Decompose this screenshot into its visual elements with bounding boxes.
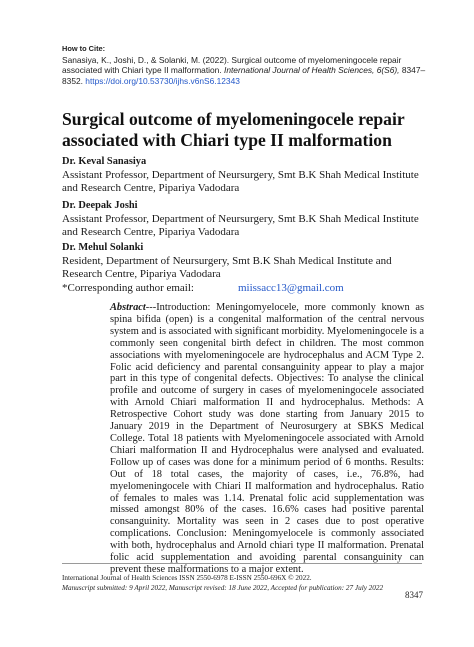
author-affiliation: Assistant Professor, Department of Neursurgery, Smt B.K Shah Medical Institute and Research Centre, Pipariya Vadodara <box>62 168 419 194</box>
footer-journal-line: International Journal of Health Sciences ISSN 2550-6978 E-ISSN 2550-696X © 2022. <box>62 574 312 582</box>
author-block-3 <box>62 241 422 295</box>
abstract-dash: --- <box>145 302 157 313</box>
author-name: Dr. Deepak Joshi <box>62 200 138 211</box>
corresponding-author-line <box>62 282 422 296</box>
citation-doi-link[interactable]: https://doi.org/10.53730/ijhs.v6nS6.12343 <box>85 75 240 86</box>
author-block-1 <box>62 155 422 196</box>
corresponding-author-email-link[interactable]: miissacc13@gmail.com <box>237 281 344 294</box>
author-name: Dr. Keval Sanasiya <box>62 156 147 167</box>
citation-pages: 8347–8352. <box>62 65 426 86</box>
citation-journal: International Journal of Health Sciences, 6(S6), <box>224 65 400 75</box>
author-affiliation: Resident, Department of Neursurgery, Smt B.K Shah Medical Institute and Research Centre, Pipariya Vadodara <box>62 254 392 280</box>
abstract-text: Introduction: Meningomyelocele, more commonly known as spina bifida (open) is a congenital malformation of the central nervous system and is associated with significant morbidity. Myelomeningocele is a commonly seen congenital birth defect in children. The most common associations with myelomeningocele are hydrocephalus and ACM Type 2. Folic acid deficiency and parental consanguinity appear to play a major part in this type of congenital defects. Objectives: To analyse the clinical profile and outcome of surgery in cases of myelomeningocele associated with Arnold Chiari malformation II and hydrocephalus. Methods: A Retrospective Cohort study was done starting from January 2015 to January 2019 in the Department of Neurosurgery at SBKS Medical College. Total 18 patients with Myelomeningocele associated with Arnold Chiari malformation II and Hydrocephalus were analysed and evaluated. Follow up of cases was done for a minimum period of 6 months. Results: Out of 18 total cases, the majority of cases, i.e., 76.8%, had myelomeningocele with Chiari II malformation and hydrocephalus. Ratio of females to males was 1.14. Prenatal folic acid supplementation was missed amongst 80% of the cases. 16.6% cases had positive parental consanguinity. Mortality was seen in 2 cases due to post operative complications. Conclusion: Meningomyelocele is commonly associated with both, hydrocephalus and Arnold chiari type II malformation. Prenatal folic acid supplementation and avoiding parental consanguinity can prevent these malformations to a major extent. <box>110 302 424 575</box>
paper-title: Surgical outcome of myelomeningocele repair associated with Chiari type II malformation <box>62 109 405 150</box>
how-to-cite-heading: How to Cite: <box>62 44 106 53</box>
citation-text <box>62 55 432 87</box>
how-to-cite-block <box>62 44 432 86</box>
author-affiliation: Assistant Professor, Department of Neursurgery, Smt B.K Shah Medical Institute and Research Centre, Pipariya Vadodara <box>62 212 419 238</box>
author-name: Dr. Mehul Solanki <box>62 242 144 253</box>
author-block-2 <box>62 199 422 240</box>
footer-block <box>62 574 422 593</box>
footer-dates-line: Manuscript submitted: 9 April 2022, Manuscript revised: 18 June 2022, Accepted for publication: 27 July 2022 <box>62 583 384 592</box>
corresponding-author-label: *Corresponding author email: <box>62 281 194 294</box>
footer-divider <box>62 563 422 564</box>
page-number: 8347 <box>405 590 423 600</box>
abstract-label: Abstract <box>110 302 146 313</box>
citation-authors-title: Sanasiya, K., Joshi, D., & Solanki, M. (2022). Surgical outcome of myelomeningocele repair associated with Chiari type II malformation. <box>62 54 402 75</box>
abstract-block <box>110 302 424 576</box>
